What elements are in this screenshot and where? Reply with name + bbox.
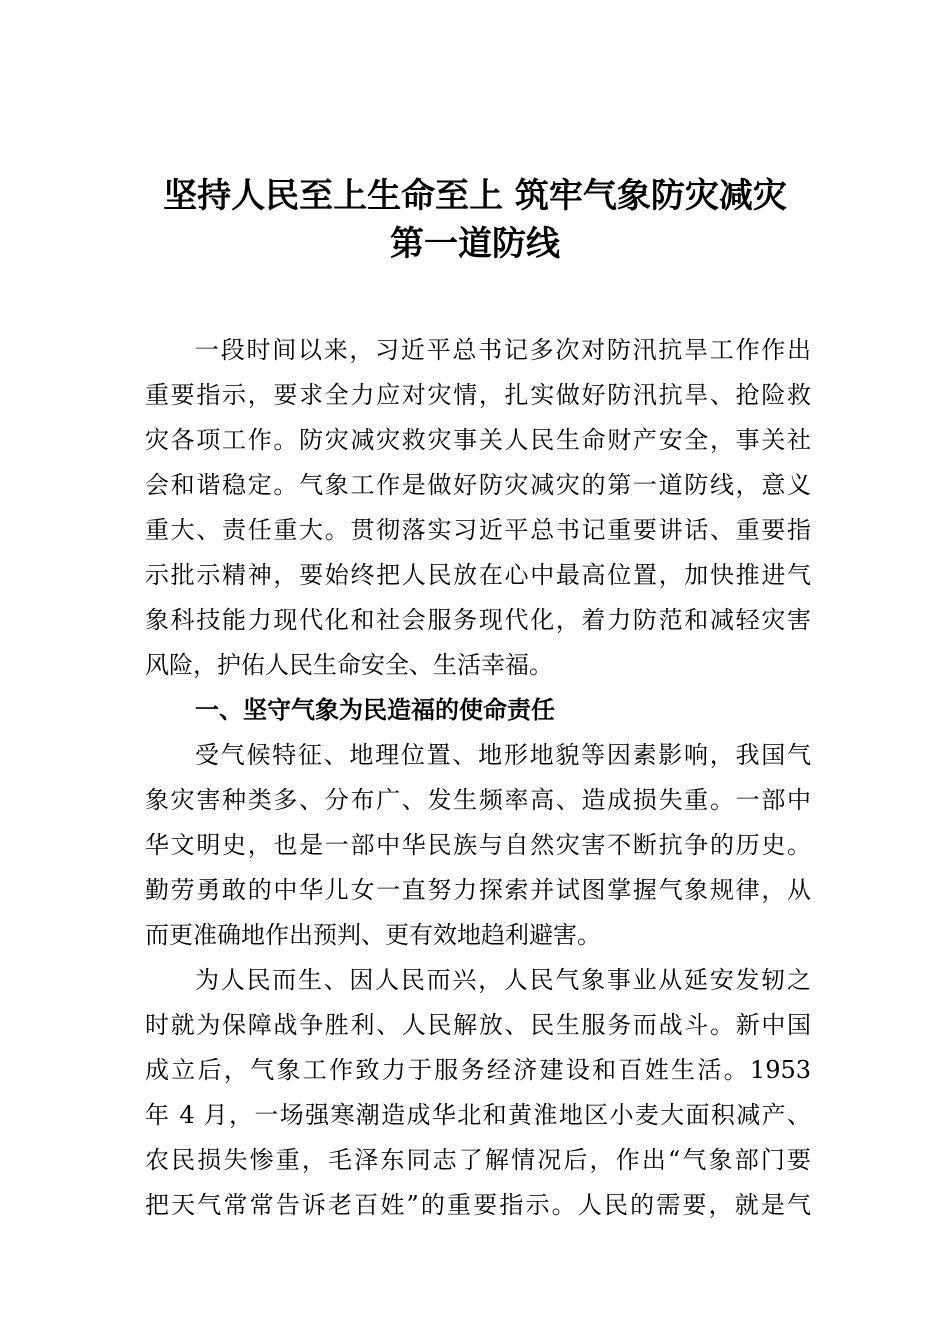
title-line-2: 第一道防线 — [390, 224, 560, 264]
paragraph-line: 勤劳勇敢的中华儿女一直努力探索并试图掌握气象规律，从 — [145, 876, 811, 904]
paragraph-line: 象科技能力现代化和社会服务现代化，着力防范和减轻灾害 — [145, 606, 811, 634]
paragraph-line: 为人民而生、因人民而兴，人民气象事业从延安发轫之 — [195, 966, 811, 994]
document-title — [120, 172, 830, 268]
paragraph-1 — [145, 328, 811, 688]
paragraph-line: 重大、责任重大。贯彻落实习近平总书记重要讲话、重要指 — [145, 516, 811, 544]
section-heading: 一、坚守气象为民造福的使命责任 — [195, 696, 555, 724]
paragraph-line: 时就为保障战争胜利、人民解放、民生服务而战斗。新中国 — [145, 1011, 811, 1039]
paragraph-line: 象灾害种类多、分布广、发生频率高、造成损失重。一部中 — [145, 786, 811, 814]
paragraph-line: 灾各项工作。防灾减灾救灾事关人民生命财产安全，事关社 — [145, 426, 811, 454]
paragraph-line: 而更准确地作出预判、更有效地趋利避害。 — [145, 921, 601, 949]
title-line-1: 坚持人民至上生命至上 筑牢气象防灾减灾 — [163, 176, 787, 216]
paragraph-line: 重要指示，要求全力应对灾情，扎实做好防汛抗旱、抢险救 — [145, 381, 811, 409]
paragraph-line: 年 4 月，一场强寒潮造成华北和黄淮地区小麦大面积减产、 — [145, 1101, 811, 1129]
document-body — [145, 328, 811, 1228]
paragraph-line: 成立后，气象工作致力于服务经济建设和百姓生活。1953 — [145, 1056, 811, 1084]
paragraph-2 — [145, 733, 811, 958]
paragraph-line: 受气候特征、地理位置、地形地貌等因素影响，我国气 — [195, 741, 811, 769]
paragraph-line: 一段时间以来，习近平总书记多次对防汛抗旱工作作出 — [195, 336, 811, 364]
paragraph-line: 示批示精神，要始终把人民放在心中最高位置，加快推进气 — [145, 561, 811, 589]
paragraph-line: 把天气常常告诉老百姓”的重要指示。人民的需要，就是气 — [145, 1191, 811, 1219]
paragraph-line: 会和谐稳定。气象工作是做好防灾减灾的第一道防线，意义 — [145, 471, 811, 499]
paragraph-3 — [145, 958, 811, 1228]
paragraph-line: 风险，护佑人民生命安全、生活幸福。 — [145, 651, 553, 679]
paragraph-line: 农民损失惨重，毛泽东同志了解情况后，作出“气象部门要 — [145, 1146, 811, 1174]
paragraph-line: 华文明史，也是一部中华民族与自然灾害不断抗争的历史。 — [145, 831, 811, 859]
